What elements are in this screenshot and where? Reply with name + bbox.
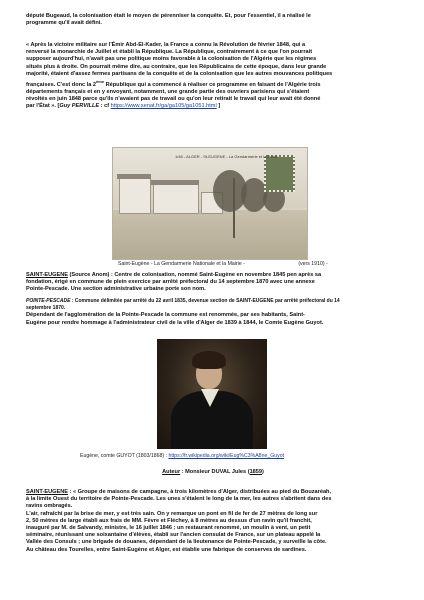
text-line: par l'État ». [Guy PERVILLE : cf https://www.senat.fr/ga/ga105/ga1051.html ] bbox=[26, 103, 221, 110]
portrait-caption: Eugène, comte GUYOT (1803/1868) : https://fr.wikipedia.org/wiki/Eug%C3%A8ne_Guyot bbox=[80, 453, 285, 459]
text-line: Au château des Tourelles, entre Saint-Eugène et Alger, est établie une fabrique de conserves de sardines. bbox=[26, 546, 307, 553]
stamp-image bbox=[264, 155, 295, 192]
text-line: supposer aujourd'hui, n'avait pas une politique moins favorable à la colonisation de l'Algérie que les régimes bbox=[26, 56, 317, 63]
intro-paragraph bbox=[26, 13, 400, 27]
pointe-pescade-heading: POINTE-PESCADE bbox=[26, 298, 71, 304]
text-line: Dépendant de l'agglomération de la Pointe-Pescade la commune est renommée, par ses habitants, Saint- bbox=[26, 312, 305, 319]
text-line: septembre 1870. bbox=[26, 305, 66, 312]
quote-paragraph bbox=[26, 42, 400, 111]
text-line: L'air, rafraîchi par la brise de mer, y est très sain. On y remarque un pont en fil de fer de 27 mètres de long sur bbox=[26, 510, 318, 517]
text-line: inauguré par M. de Salvandy, ministre, le 16 juillet 1846 ; un restaurant renommé, un moulin à vent, un petit bbox=[26, 525, 311, 532]
duval-heading: SAINT-EUGENE bbox=[26, 489, 68, 495]
text-line: séminaire, réunissant une soixantaine d'élèves, établi sur l'ancien consulat de France, sur un plateau appelé la bbox=[26, 532, 321, 539]
senat-link[interactable]: https://www.senat.fr/ga/ga105/ga1051.html bbox=[110, 103, 217, 110]
quote-author: Guy PERVILLE bbox=[59, 103, 100, 110]
text-line: Pointe-Pescade. Une section administrative urbaine porte son nom. bbox=[26, 286, 206, 293]
text-line: POINTE-PESCADE : Commune délimitée par arrêté du 22 avril 1835, devenue section de SAINT-EUGENE par arrêté préfectoral du 14 bbox=[26, 298, 340, 304]
pointe-pescade-paragraph bbox=[26, 298, 400, 327]
text-line: député Bugeaud, la colonisation était le moyen de pérenniser la conquête. Et, pour l'essentiel, il a réalisé le bbox=[26, 13, 311, 19]
saint-eugene-paragraph bbox=[26, 272, 400, 294]
text-line: SAINT-EUGENE : « Groupe de maisons de campagne, à trois kilomètres d'Alger, distribuées au pied du Bouzaréah, bbox=[26, 489, 332, 495]
postcard-image: 1/48 - ALGER - St-EUGENE - La Gendarmerie et la Poste bbox=[112, 147, 308, 260]
text-line: renversé la monarchie de Juillet et établi la République. La République, contrairement à ce que l'on pourrait bbox=[26, 49, 313, 56]
text-line: programme qu'il avait défini. bbox=[26, 20, 102, 27]
text-line: Eugène pour rendre hommage à l'administrateur civil de la ville d'Alger de 1839 à 1844, le Comte Eugène Guyot. bbox=[26, 319, 324, 326]
text-line: révoltés en juin 1848 parce qu'ils n'avaient pas de travail ou qu'on leur retirait le travail qui leur avait été donné bbox=[26, 96, 321, 103]
text-line: situés plus à droite. On pourrait même dire, au contraire, que les Républicains de cette époque, dans leur grande bbox=[26, 63, 327, 70]
text-line: Vallée des Consuls ; une brigade de douanes, dépendant de la lieutenance de Pointe-Pescade, y surveille la côte. bbox=[26, 539, 327, 546]
text-line: françaises. C'est donc la 2ème République qui a commencé à réaliser ce programme en faisant de l'Algérie trois bbox=[26, 79, 321, 88]
text-line: départements français et en y envoyant, notamment, une grande partie des ouvriers parisiens qui s'étaient bbox=[26, 89, 310, 96]
text-line: « Après la victoire militaire sur l'Émir Abd-El-Kader, la France a connu la Révolution de février 1848, qui a bbox=[26, 42, 306, 48]
duval-paragraph bbox=[26, 489, 400, 554]
author-line: Auteur : Monsieur DUVAL Jules (1859) bbox=[162, 469, 264, 475]
text-line: SAINT-EUGENE (Source Anom) : Centre de colonisation, nommé Saint-Eugène en novembre 1845 pen après sa bbox=[26, 272, 322, 278]
portrait-image bbox=[157, 339, 267, 449]
saint-eugene-heading: SAINT-EUGENE bbox=[26, 272, 68, 278]
wikipedia-link[interactable]: https://fr.wikipedia.org/wiki/Eug%C3%A8ne_Guyot bbox=[168, 453, 285, 459]
text-line: majorité, étaient d'assez fermes partisans de la conquête et de la colonisation que les autres mouvances politiques bbox=[26, 70, 333, 77]
text-line: fondation, érigé en commune de plein exercice par arrêté préfectoral du 14 septembre 1870 avec une annexe bbox=[26, 279, 315, 286]
text-line: ravins ombragés. bbox=[26, 503, 73, 510]
text-line: 2, 50 mètres de large établi aux frais de MM. Fèvre et Fléchey, à 8 mètres au dessus d'un ravin qu'il franchit, bbox=[26, 517, 312, 524]
postcard-caption: Saint-Eugène - La Gendarmerie Nationale et la Mairie - (vers 1910) - bbox=[118, 261, 328, 267]
text-line: à la limite Ouest du territoire de Pointe-Pescade. Les unes s'étalent le long de la mer, les autres s'abritent dans des bbox=[26, 496, 332, 503]
